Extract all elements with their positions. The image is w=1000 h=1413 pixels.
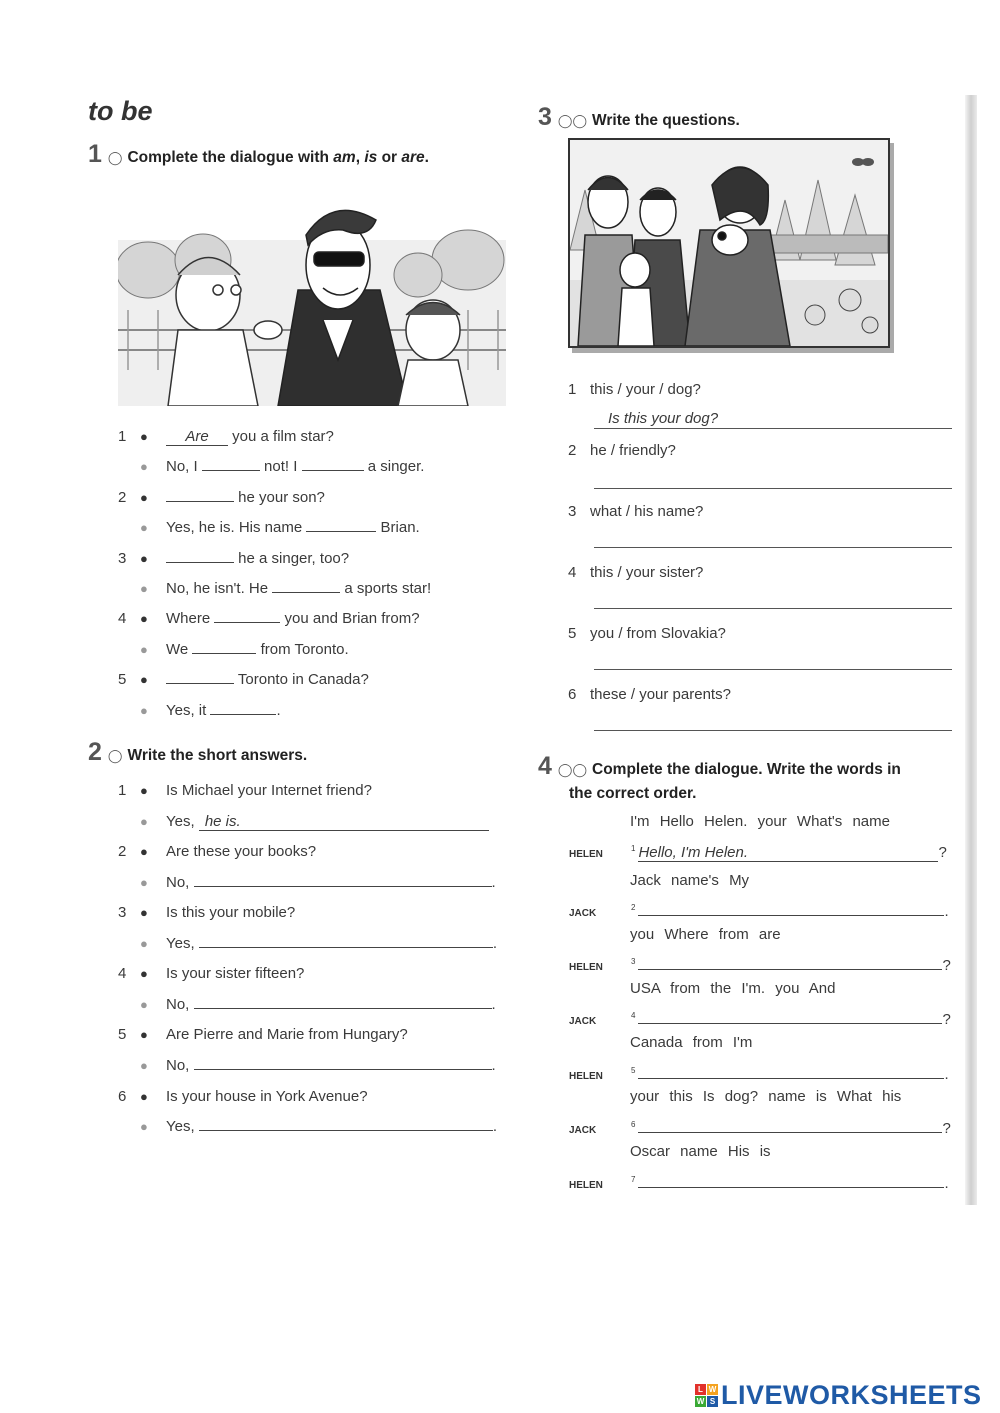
list-item: ● Yes, he is. [140, 813, 489, 831]
bullet-icon: ● [140, 611, 148, 626]
answer-blank[interactable] [272, 592, 340, 593]
bullet-icon: ● [140, 783, 148, 798]
answer-blank[interactable] [210, 714, 276, 715]
answer-blank[interactable] [166, 562, 234, 563]
answer-blank[interactable] [202, 470, 260, 471]
list-item: ● Yes, he is. His name Brian. [140, 519, 420, 536]
speaker-label: HELEN [569, 849, 603, 860]
answer-text[interactable]: Is this your dog? [608, 410, 719, 427]
dialogue-line: HELEN$^3$ ? [569, 957, 951, 974]
list-item: 1 ● Is Michael your Internet friend? [118, 782, 372, 799]
word-bank: your this Is dog? name is What his [630, 1088, 902, 1105]
exercise-instruction-cont: the correct order. [569, 785, 697, 802]
answer-blank[interactable] [194, 886, 492, 887]
list-item: ● Yes, . [140, 935, 497, 952]
difficulty-level-icon: ◯◯ [557, 762, 588, 777]
answer-blank[interactable] [166, 501, 234, 502]
exercise-instruction: Write the questions. [592, 112, 740, 129]
answer-blank[interactable] [638, 1078, 944, 1079]
dialogue-line: HELEN$^5$ . [569, 1066, 949, 1083]
answer-line[interactable] [594, 669, 952, 670]
bullet-icon: ● [140, 814, 148, 829]
word-bank: Canada from I'm [630, 1034, 753, 1051]
answer-blank[interactable] [638, 1023, 942, 1024]
answer-line[interactable] [594, 608, 952, 609]
answer-blank[interactable] [194, 1008, 492, 1009]
list-item: ● No, I not! I a singer. [140, 458, 425, 475]
list-item: 2 he / friendly? [568, 442, 676, 459]
list-item: 3 what / his name? [568, 503, 704, 520]
answer-line[interactable] [594, 428, 952, 429]
answer-blank[interactable] [306, 531, 376, 532]
exercise-number: 2 [88, 738, 102, 766]
film-star-illustration [118, 180, 506, 406]
answer-blank[interactable]: Hello, I'm Helen. [638, 844, 938, 862]
speaker-label: JACK [569, 1125, 597, 1136]
answer-blank[interactable] [638, 915, 944, 916]
list-item: ● No, . [140, 1057, 496, 1074]
logo-text: LIVEWORKSHEETS [721, 1380, 982, 1410]
list-item: ● We from Toronto. [140, 641, 349, 658]
page-title: to be [88, 96, 153, 126]
speaker-label: JACK [569, 1016, 597, 1027]
list-item: 4 ● Is your sister fifteen? [118, 965, 305, 982]
list-item: 4 ● Where you and Brian from? [118, 610, 420, 627]
bullet-icon: ● [140, 703, 148, 718]
bullet-icon: ● [140, 642, 148, 657]
answer-blank[interactable] [302, 470, 364, 471]
word-bank: Oscar name His is [630, 1143, 771, 1160]
word-bank: USA from the I'm. you And [630, 980, 836, 997]
bullet-icon: ● [140, 936, 148, 951]
answer-line[interactable] [594, 730, 952, 731]
bullet-icon: ● [140, 429, 148, 444]
word-bank: you Where from are [630, 926, 781, 943]
list-item: 5 ● Toronto in Canada? [118, 671, 369, 688]
dialogue-line: HELEN$^7$ . [569, 1175, 949, 1192]
bullet-icon: ● [140, 490, 148, 505]
difficulty-level-icon: ◯◯ [557, 113, 588, 128]
answer-blank[interactable] [166, 683, 234, 684]
speaker-label: HELEN [569, 1180, 603, 1191]
liveworksheets-logo [695, 1380, 982, 1411]
answer-blank[interactable] [638, 1132, 942, 1133]
difficulty-level-icon: ◯ [107, 748, 123, 763]
speaker-label: HELEN [569, 1071, 603, 1082]
exercise-3-header [538, 103, 740, 132]
exercise-2-header [88, 738, 307, 767]
list-item: 5 ● Are Pierre and Marie from Hungary? [118, 1026, 408, 1043]
answer-blank[interactable] [199, 1130, 493, 1131]
list-item: 5 you / from Slovakia? [568, 625, 726, 642]
speaker-label: JACK [569, 908, 597, 919]
dialogue-line: JACK$^6$ ? [569, 1120, 951, 1137]
exercise-number: 4 [538, 752, 552, 780]
list-item: ● Yes, it . [140, 702, 281, 719]
bullet-icon: ● [140, 459, 148, 474]
list-item: 1 ● Are you a film star? [118, 428, 334, 445]
bullet-icon: ● [140, 1119, 148, 1134]
answer-blank[interactable] [194, 1069, 492, 1070]
dialogue-line: JACK$^2$ . [569, 903, 949, 920]
list-item: ● No, . [140, 996, 496, 1013]
bullet-icon: ● [140, 966, 148, 981]
list-item: 1 this / your / dog? [568, 381, 701, 398]
bullet-icon: ● [140, 581, 148, 596]
answer-line[interactable] [594, 488, 952, 489]
bullet-icon: ● [140, 997, 148, 1012]
speaker-label: HELEN [569, 962, 603, 973]
family-illustration [568, 138, 890, 348]
page-edge-shadow [965, 95, 977, 1205]
bullet-icon: ● [140, 844, 148, 859]
exercise-1-header [88, 140, 429, 169]
exercise-number: 3 [538, 103, 552, 131]
list-item: 2 ● Are these your books? [118, 843, 317, 860]
bullet-icon: ● [140, 551, 148, 566]
answer-blank[interactable]: Are [166, 428, 228, 446]
dialogue-line: HELEN$^1$ Hello, I'm Helen. ? [569, 844, 947, 861]
list-item: ● No, . [140, 874, 496, 891]
exercise-number: 1 [88, 140, 102, 168]
word-bank: Jack name's My [630, 872, 750, 889]
exercise-4-header [538, 752, 958, 803]
logo-icon: L W W S [696, 1385, 717, 1406]
answer-blank[interactable] [192, 653, 256, 654]
answer-blank[interactable]: he is. [199, 813, 489, 831]
exercise-instruction: Complete the dialogue. Write the words in [592, 761, 901, 778]
answer-line[interactable] [594, 547, 952, 548]
bullet-icon: ● [140, 672, 148, 687]
list-item: 3 ● Is this your mobile? [118, 904, 296, 921]
bullet-icon: ● [140, 905, 148, 920]
answer-blank[interactable] [199, 947, 493, 948]
list-item: 2 ● he your son? [118, 489, 325, 506]
bullet-icon: ● [140, 875, 148, 890]
list-item: 4 this / your sister? [568, 564, 704, 581]
bullet-icon: ● [140, 1058, 148, 1073]
list-item: ● No, he isn't. He a sports star! [140, 580, 432, 597]
list-item: ● Yes, . [140, 1118, 497, 1135]
bullet-icon: ● [140, 1089, 148, 1104]
answer-blank[interactable] [214, 622, 280, 623]
word-bank: I'm Hello Helen. your What's name [630, 813, 890, 830]
bullet-icon: ● [140, 1027, 148, 1042]
exercise-instruction: Complete the dialogue with am, is or are. [127, 149, 429, 166]
list-item: 6 ● Is your house in York Avenue? [118, 1088, 368, 1105]
answer-blank[interactable] [638, 1187, 944, 1188]
exercise-instruction: Write the short answers. [127, 747, 308, 764]
answer-blank[interactable] [638, 969, 942, 970]
bullet-icon: ● [140, 520, 148, 535]
dialogue-line: JACK$^4$ ? [569, 1011, 951, 1028]
difficulty-level-icon: ◯ [107, 150, 123, 165]
list-item: 3 ● he a singer, too? [118, 550, 350, 567]
list-item: 6 these / your parents? [568, 686, 731, 703]
